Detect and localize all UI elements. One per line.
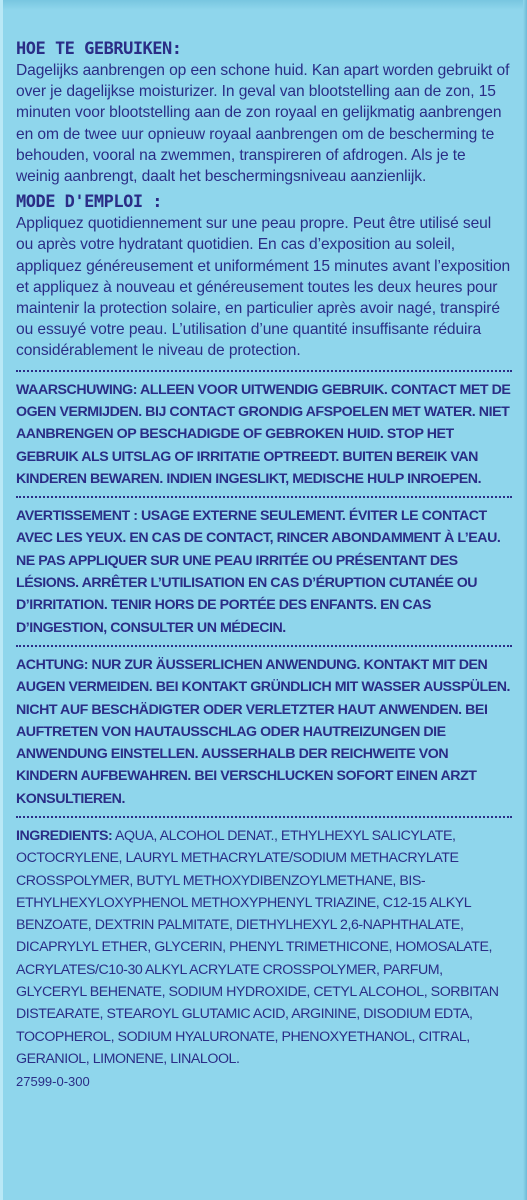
usage-text-fr: Appliquez quotidiennement sur une peau propre. Peut être utilisé seul ou après votre hydratant quotidien. En cas d’exposition au soleil, appliquez généreusement et uniformément 15 minutes avant l’exposition et appliquez à nouveau et généreusement toutes les deux heures pour maintenir la protection solaire, en particulier après avoir nagé, transpiré ou essuyé votre peau. L’utilisation d’une quantité insuffisante réduira considérablement le niveau de protection. bbox=[16, 215, 511, 360]
usage-section-fr bbox=[16, 191, 512, 361]
package-top-edge bbox=[0, 0, 527, 10]
dotted-divider bbox=[16, 496, 512, 498]
usage-heading-nl: HOE TE GEBRUIKEN: bbox=[16, 39, 182, 59]
dotted-divider bbox=[16, 370, 512, 372]
usage-section-nl bbox=[16, 38, 512, 187]
warning-de: ACHTUNG: NUR ZUR ÄUSSERLICHEN ANWENDUNG. KONTAKT MIT DEN AUGEN VERMEIDEN. BEI KONTAKT GRÜNDLICH MIT WASSER AUSSPÜLEN. NICHT AUF BESCHÄDIGTER ODER VERLETZTER HAUT ANWENDEN. BEI AUFTRETEN VON HAUTAUSSCHLAG ODER HAUTREIZUNGEN DIE ANWENDUNG EINSTELLEN. AUSSERHALB DER REICHWEITE VON KINDERN AUFBEWAHREN. BEI VERSCHLUCKEN SOFORT EINEN ARZT KONSULTIEREN. bbox=[16, 656, 511, 807]
ingredients-label: INGREDIENTS: bbox=[16, 827, 113, 844]
ingredients-list: AQUA, ALCOHOL DENAT., ETHYLHEXYL SALICYLATE, OCTOCRYLENE, LAURYL METHACRYLATE/SODIUM METHACRYLATE CROSSPOLYMER, BUTYL METHOXYDIBENZOYLMETHANE, BIS-ETHYLHEXYLOXYPHENOL METHOXYPHENYL TRIAZINE, C12-15 ALKYL BENZOATE, DEXTRIN PALMITATE, DIETHYLHEXYL 2,6-NAPHTHALATE, DICAPRYLYL ETHER, GLYCERIN, PHENYL TRIMETHICONE, HOMOSALATE, ACRYLATES/C10-30 ALKYL ACRYLATE CROSSPOLYMER, PARFUM, GLYCERYL BEHENATE, SODIUM HYDROXIDE, CETYL ALCOHOL, SORBITAN DISTEARATE, STEAROYL GLUTAMIC ACID, ARGININE, DISODIUM EDTA, TOCOPHEROL, SODIUM HYALURONATE, PHENOXYETHANOL, CITRAL, GERANIOL, LIMONENE, LINALOOL. bbox=[16, 827, 499, 1067]
warning-fr: AVERTISSEMENT : USAGE EXTERNE SEULEMENT. ÉVITER LE CONTACT AVEC LES YEUX. EN CAS DE CONTACT, RINCER ABONDAMMENT À L’EAU. NE PAS APPLIQUER SUR UNE PEAU IRRITÉE OU PRÉSENTANT DES LÉSIONS. ARRÊTER L’UTILISATION EN CAS D’ÉRUPTION CUTANÉE OU D’IRRITATION. TENIR HORS DE PORTÉE DES ENFANTS. EN CAS D’INGESTION, CONSULTER UN MÉDECIN. bbox=[16, 508, 501, 636]
dotted-divider bbox=[16, 645, 512, 647]
package-left-edge bbox=[0, 0, 3, 1200]
package-right-edge bbox=[523, 0, 527, 1200]
product-code: 27599-0-300 bbox=[16, 1074, 90, 1090]
warning-nl: WAARSCHUWING: ALLEEN VOOR UITWENDIG GEBRUIK. CONTACT MET DE OGEN VERMIJDEN. BIJ CONTACT GRONDIG AFSPOELEN MET WATER. NIET AANBRENGEN OP BESCHADIGDE OF GEBROKEN HUID. STOP HET GEBRUIK ALS UITSLAG OF IRRITATIE OPTREEDT. BUITEN BEREIK VAN KINDEREN BEWAREN. INDIEN INGESLIKT, MEDISCHE HULP INROEPEN. bbox=[16, 381, 511, 487]
label-panel bbox=[16, 38, 512, 1089]
dotted-divider bbox=[16, 816, 512, 818]
usage-heading-fr: MODE D'EMPLOI : bbox=[16, 192, 163, 213]
ingredients-block bbox=[16, 825, 512, 1070]
usage-text-nl: Dagelijks aanbrengen op een schone huid. Kan apart worden gebruikt of over je dagelijkse moisturizer. In geval van blootstelling aan de zon, 15 minuten voor blootstelling aan de zon royaal en gelijkmatig aanbrengen en om de twee uur opnieuw royaal aanbrengen om de bescherming te behouden, vooral na zwemmen, transpireren of afdrogen. Als je te weinig aanbrengt, daalt het beschermingsniveau aanzienlijk. bbox=[16, 62, 510, 186]
